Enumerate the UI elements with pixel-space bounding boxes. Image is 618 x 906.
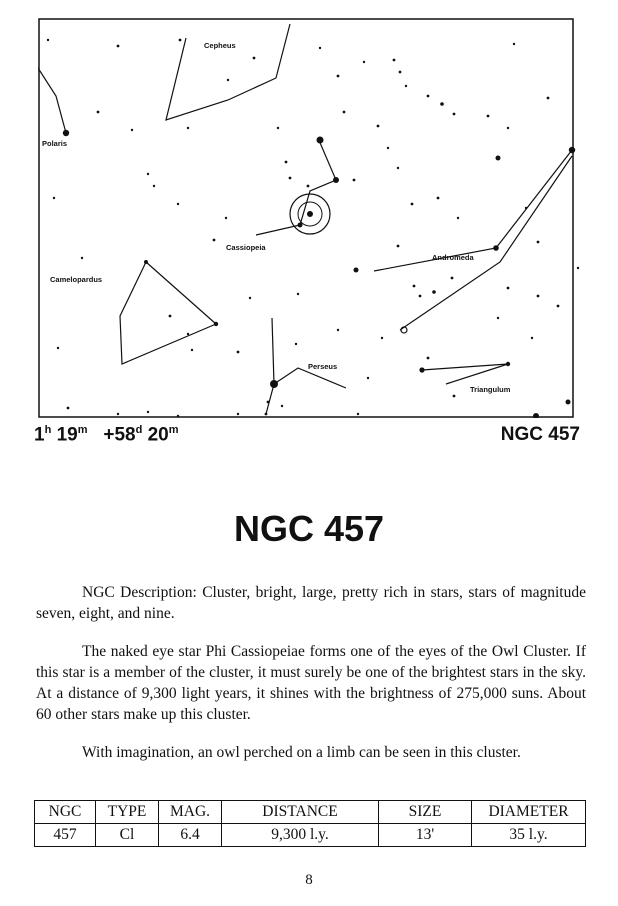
page-title: NGC 457	[233, 508, 385, 549]
cell-distance: 9,300 l.y.	[222, 824, 379, 847]
cepheus-lines	[166, 24, 290, 120]
star-chart-svg	[38, 18, 582, 418]
dec-minutes-unit: m	[168, 424, 179, 436]
cell-mag: 6.4	[159, 824, 222, 847]
paragraph-description: NGC Description: Cluster, bright, large, pretty rich in stars, stars of magnitude seven, eight, and nine.	[36, 584, 586, 622]
faint-stars	[47, 39, 579, 418]
cell-ngc: 457	[35, 824, 96, 847]
paragraph-owl: With imagination, an owl perched on a limb can be seen in this cluster.	[82, 744, 521, 761]
label-polaris: Polaris	[42, 139, 68, 148]
table-header-row	[35, 801, 586, 824]
camelopardus-lines	[120, 262, 216, 364]
header-type: TYPE	[96, 801, 159, 824]
label-cassiopeia: Cassiopeia	[226, 243, 266, 252]
cassiopeia-lines	[256, 138, 336, 235]
ra-hours: 1	[34, 424, 45, 446]
label-andromeda: Andromeda	[432, 253, 474, 262]
header-diameter: DIAMETER	[472, 801, 586, 824]
label-triangulum: Triangulum	[470, 385, 511, 394]
header-ngc: NGC	[35, 801, 96, 824]
andromeda-lower-line	[400, 156, 572, 330]
constellation-lines	[38, 24, 572, 414]
perseus-lines	[266, 318, 274, 414]
table-row	[35, 824, 586, 847]
dec-minutes: 20	[147, 424, 169, 446]
chart-border	[39, 19, 573, 417]
header-distance: DISTANCE	[222, 801, 379, 824]
header-size: SIZE	[379, 801, 472, 824]
dec-degrees-unit: d	[135, 424, 143, 436]
dec-degrees: +58	[103, 424, 136, 446]
paragraph-details: The naked eye star Phi Cassiopeiae forms one of the eyes of the Owl Cluster. If this star is a member of the cluster, it must surely be one of the brightest stars in the sky. At a distance of 9,300 light years, it shines with the brightness of 275,000 suns. About 60 other stars make up this cluster.	[36, 643, 586, 723]
label-camelopardus: Camelopardus	[50, 275, 103, 284]
ra-hours-unit: h	[44, 424, 52, 436]
ngc-457-cluster-marker	[290, 194, 330, 234]
object-data-table	[34, 800, 586, 847]
triangulum-lines	[422, 364, 508, 384]
cell-type: Cl	[96, 824, 159, 847]
page-number: 8	[305, 872, 313, 888]
chart-coordinates	[34, 424, 179, 446]
polaris-line	[38, 68, 66, 133]
chart-object-code: NGC 457	[500, 424, 580, 445]
ra-minutes: 19	[56, 424, 78, 446]
label-perseus: Perseus	[308, 362, 338, 371]
star-chart	[38, 18, 582, 418]
perseus-branch-line	[274, 368, 346, 388]
label-cepheus: Cepheus	[204, 41, 236, 50]
ra-minutes-unit: m	[77, 424, 88, 436]
cell-size: 13'	[379, 824, 472, 847]
header-mag: MAG.	[159, 801, 222, 824]
cell-diameter: 35 l.y.	[472, 824, 586, 847]
